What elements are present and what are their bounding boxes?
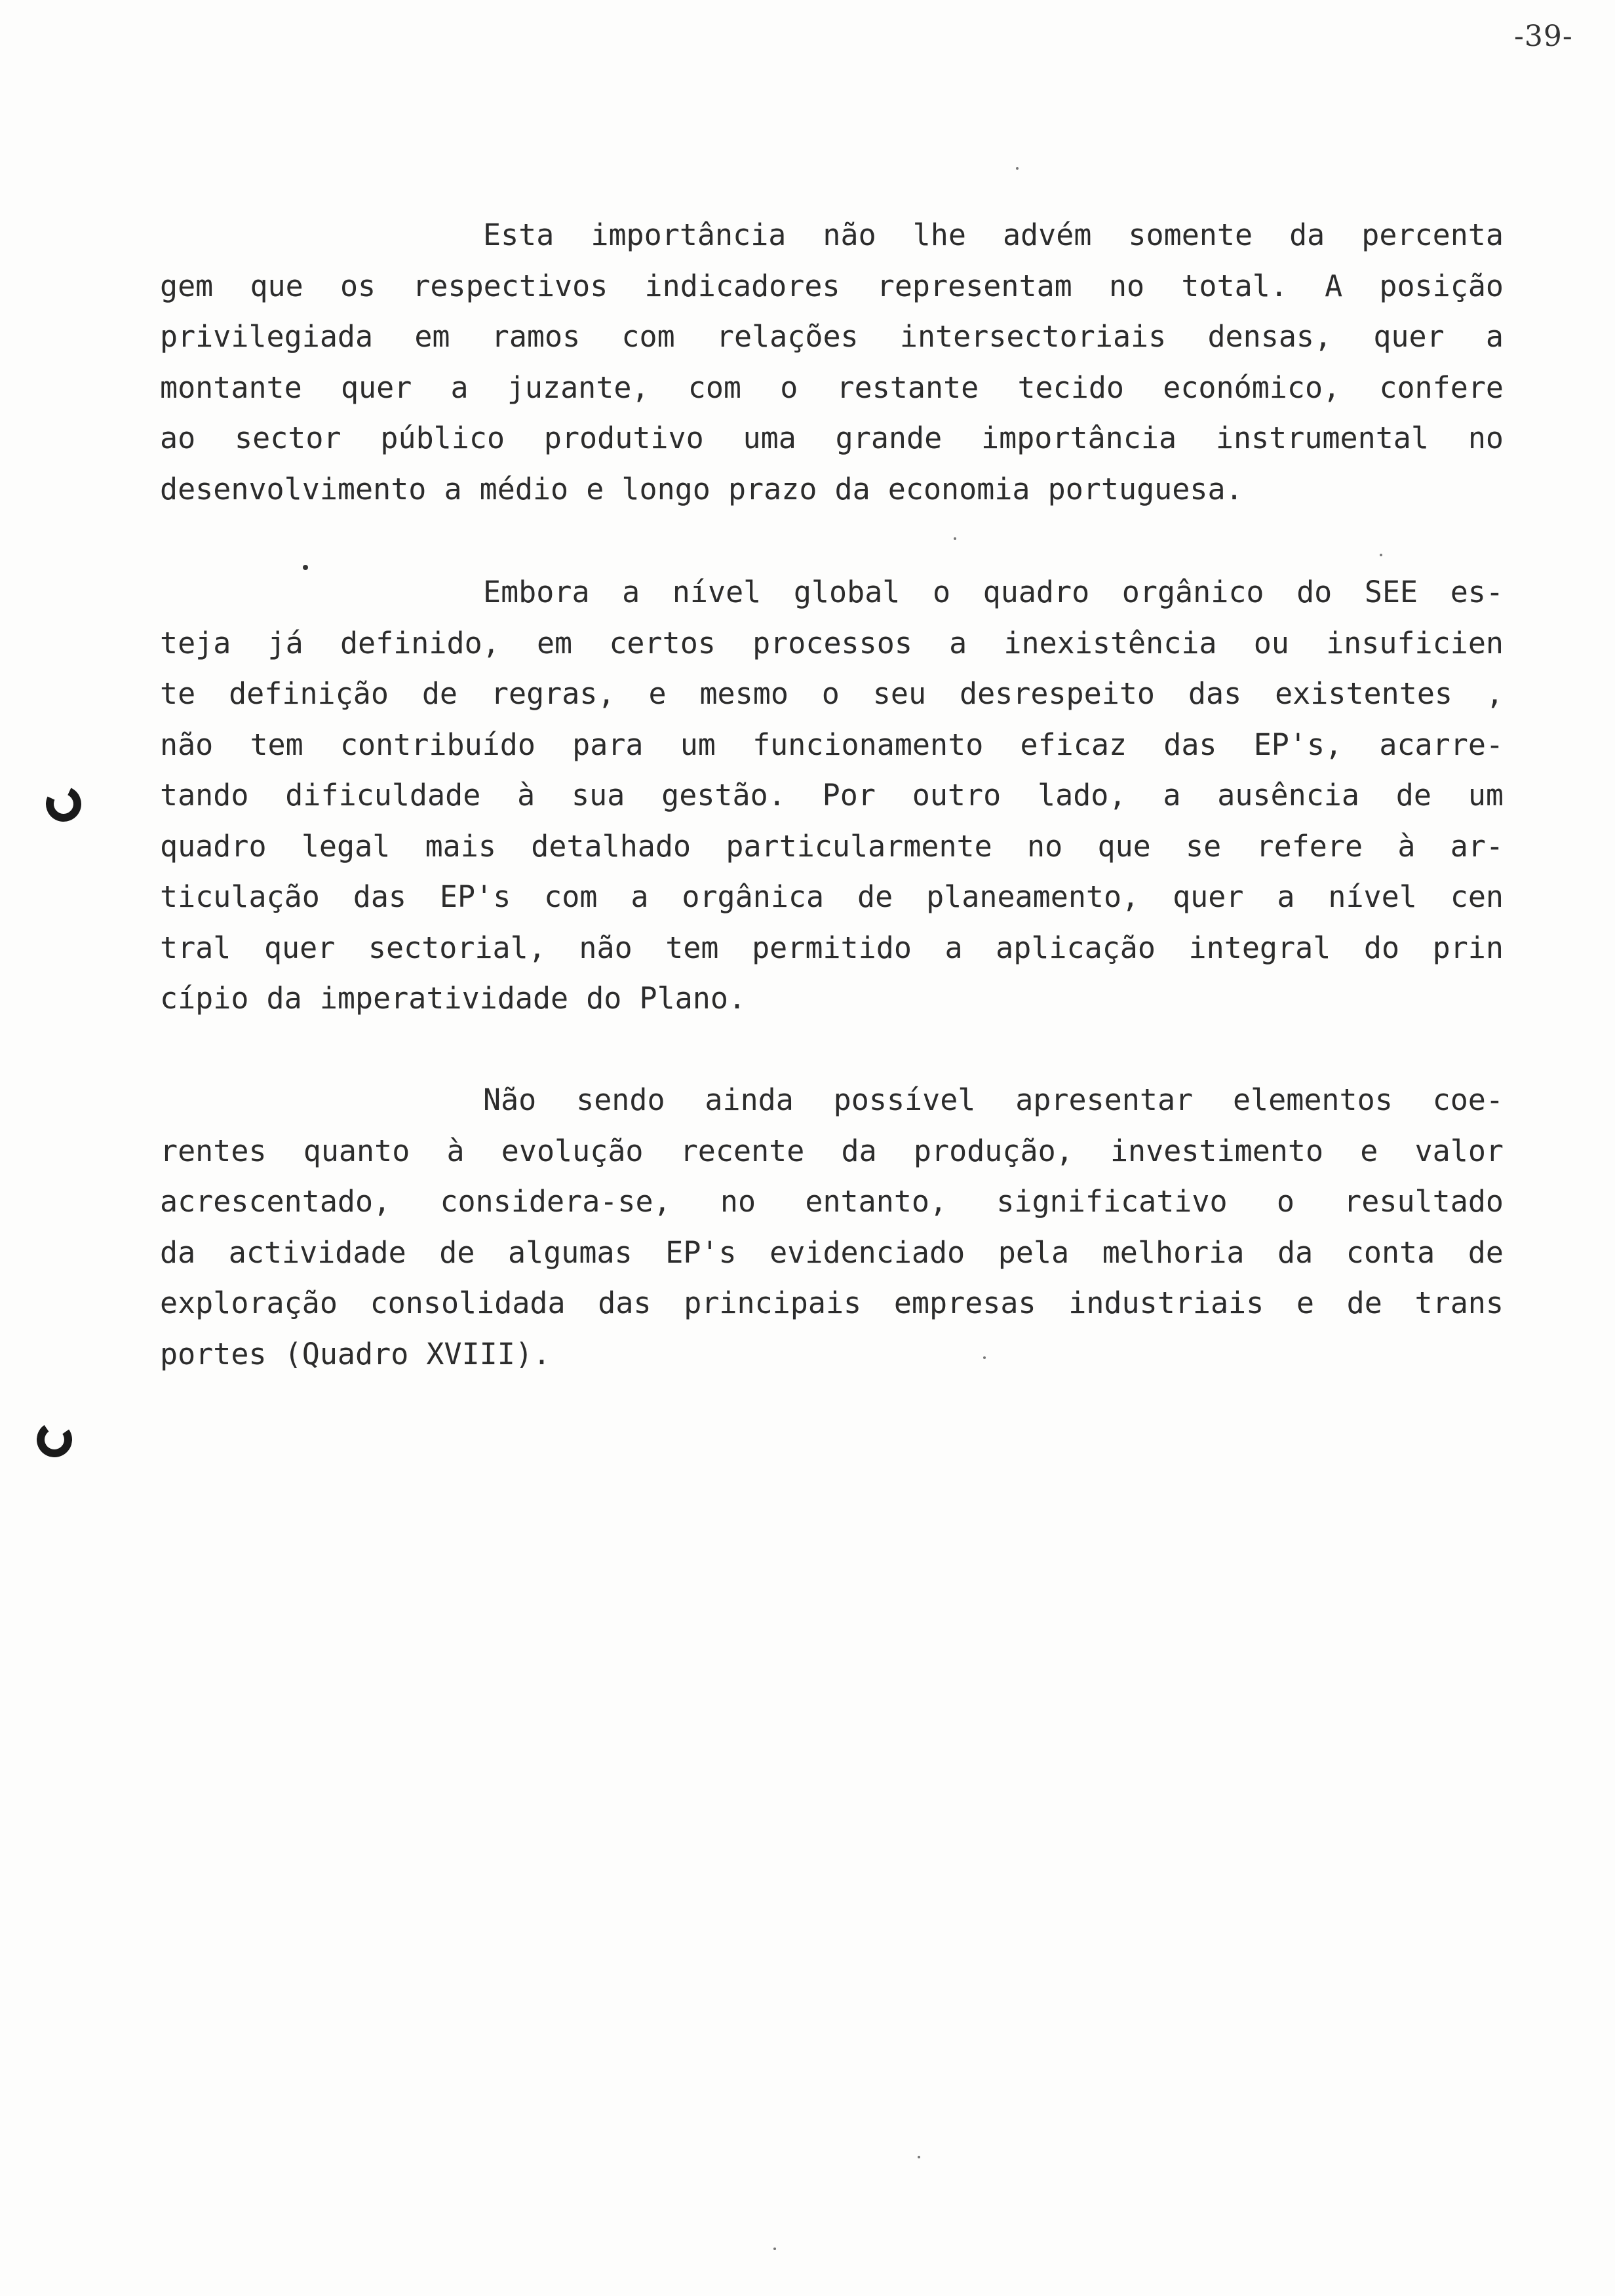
text-line: te definição de regras, e mesmo o seu desrespeito das existentes , [160,676,1504,711]
punch-hole-mark [34,1419,75,1461]
text-line: teja já definido, em certos processos a inexistência ou insuficien [160,625,1504,660]
text-line: ticulação das EP's com a orgânica de planeamento, quer a nível cen [160,879,1504,914]
text-line: da actividade de algumas EP's evidenciado pela melhoria da conta de [160,1234,1504,1270]
text-line: tral quer sectorial, não tem permitido a aplicação integral do prin [160,930,1504,965]
paragraph-3 [160,1075,1504,1379]
text-line: Esta importância não lhe advém somente da percenta [483,218,1504,252]
text-line: tando dificuldade à sua gestão. Por outro lado, a ausência de um [160,778,1504,813]
text-line: cípio da imperatividade do Plano. [160,981,747,1016]
punch-hole-mark [41,781,86,826]
text-line: não tem contribuído para um funcionamento eficaz das EP's, acarre- [160,727,1504,762]
text-line: exploração consolidada das principais empresas industriais e de trans [160,1286,1504,1320]
text-line: gem que os respectivos indicadores representam no total. A posição [160,268,1504,303]
paragraph-2 [160,567,1504,1024]
text-line: privilegiada em ramos com relações intersectoriais densas, quer a [160,319,1504,354]
text-line: montante quer a juzante, com o restante tecido económico, confere [160,370,1504,405]
text-line: quadro legal mais detalhado particularmente no que se refere à ar- [160,828,1504,864]
text-line: rentes quanto à evolução recente da produção, investimento e valor [160,1133,1504,1168]
page-number: -39- [1514,20,1573,53]
scan-speck [954,537,956,540]
scan-speck [1016,167,1019,170]
text-line: Não sendo ainda possível apresentar elementos coe- [483,1082,1504,1117]
text-line: Embora a nível global o quadro orgânico do SEE es- [483,575,1504,609]
text-line: portes (Quadro XVIII). [160,1336,551,1371]
text-line: acrescentado, considera-se, no entanto, significativo o resultado [160,1184,1504,1219]
paragraph-1 [160,210,1504,514]
text-line: desenvolvimento a médio e longo prazo da economia portuguesa. [160,471,1243,507]
text-line: ao sector público produtivo uma grande importância instrumental no [160,421,1504,455]
scan-speck [918,2156,920,2158]
scan-speck [773,2248,776,2250]
scan-speck [1380,554,1382,556]
